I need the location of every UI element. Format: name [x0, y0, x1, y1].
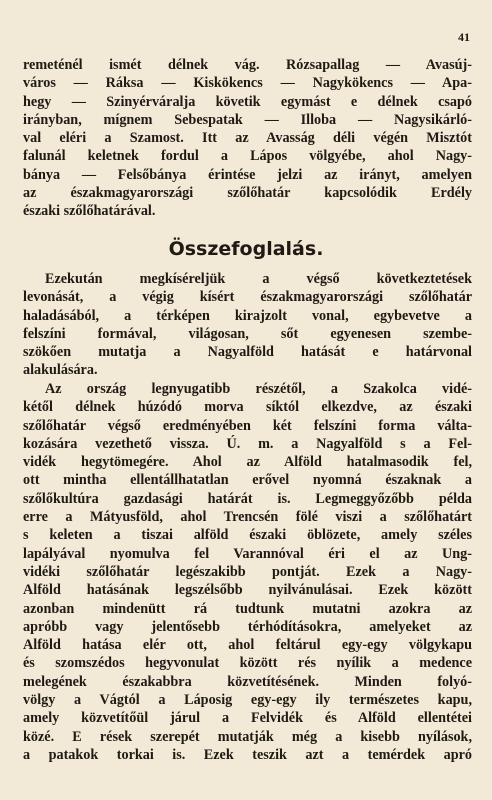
text-line: az északmagyarországi szőlőhatár kapcsolódik Erdély	[23, 185, 472, 202]
text-line: szőlőhatár végső eredményében két felszíni forma válta-	[23, 417, 472, 434]
text-line: alakulására.	[23, 362, 98, 379]
text-line: Ezekután megkíséreljük a végső következtetések	[45, 271, 472, 287]
text-line: északi szőlőhatárával.	[23, 203, 156, 220]
text-line: Alföld hatása elér ott, ahol feltárul egy-egy völgykapu	[23, 637, 472, 654]
section-heading: Összefoglalás.	[168, 238, 324, 260]
text-line: felszíni formával, világosan, sőt egyenesen szembe-	[23, 325, 472, 342]
text-line: amely közvetítőül járul a Felvidék és Alföld ellentétei	[23, 710, 472, 727]
text-line: melegének északabbra közvetítésének. Minden folyó-	[23, 673, 472, 690]
text-line: bánya — Felsőbánya érintése jelzi az irányt, amelyen	[23, 166, 472, 183]
text-line: erre a Mátyusföld, ahol Trencsén fölé viszi a szőlőhatárt	[23, 509, 472, 526]
text-line: apróbb vagy jelentősebb térhódításokra, amelyeket az	[23, 618, 472, 635]
paragraph-intro	[23, 270, 472, 380]
text-line: falunál keletnek fordul a Lápos völgyébe, ahol Nagy-	[23, 148, 472, 165]
text-line: kozására vezethető vissza. Ú. m. a Nagyalföld s a Fel-	[23, 435, 472, 452]
text-line: völgy a Vágtól a Láposig egy-egy ily természetes kapu,	[23, 692, 472, 709]
text-line: szőlőkultúra gazdasági határát is. Legmeggyőzőbb példa	[23, 490, 472, 507]
text-line: s keleten a tiszai alföld északi öblözete, amely széles	[23, 527, 472, 544]
text-line: vidék hegytömegére. Ahol az Alföld hatalmasodik fel,	[23, 454, 472, 471]
page-number: 41	[458, 30, 470, 44]
text-line: azonban mindenütt rá tudtunk mutatni azokra az	[23, 600, 472, 617]
paragraph-main	[23, 380, 472, 764]
text-line: szökően mutatja a Nagyalföld hatását e határvonal	[23, 344, 472, 361]
text-line: a patakok torkai is. Ezek teszik azt a temérdek apró	[23, 746, 472, 763]
text-line: val eléri a Szamost. Itt az Avasság déli végén Misztót	[23, 130, 472, 147]
text-line: remeténél ismét délnek vág. Rózsapallag — Avasúj-	[23, 57, 472, 73]
paragraph-continuation	[23, 56, 472, 221]
text-line: közé. E rések szerepét mutatják még a kisebb nyílások,	[23, 728, 472, 745]
text-line: lapályával nyomulva fel Varannóval éri el az Ung-	[23, 545, 472, 562]
text-line: ott mintha ellentállhatatlan erővel nyomná északnak a	[23, 472, 472, 489]
text-line: levonását, a végig kísért északmagyarországi szőlőhatár	[23, 289, 472, 306]
text-line: haladásából, a térképen kirajzolt vonal, egybevetve a	[23, 307, 472, 324]
text-line: Alföld hatásának legszélsőbb nyilvánulásai. Ezek között	[23, 582, 472, 599]
text-line: és szomszédos hegyvonulat között rés nyílik a medence	[23, 655, 472, 672]
text-line: vidéki szőlőhatár legészakibb pontját. Ezek a Nagy-	[23, 563, 472, 580]
text-line: irányban, mígnem Sebespatak — Illoba — Nagysikárló-	[23, 111, 472, 128]
text-line: város — Ráksa — Kiskökencs — Nagykökencs — Apa-	[23, 75, 472, 92]
text-line: kétől délnek húzódó morva síktól elkezdve, az északi	[23, 399, 472, 416]
text-line: Az ország legnyugatibb részétől, a Szakolca vidé-	[45, 381, 472, 397]
text-line: hegy — Szinyérváralja követik egymást e délnek csapó	[23, 93, 472, 110]
